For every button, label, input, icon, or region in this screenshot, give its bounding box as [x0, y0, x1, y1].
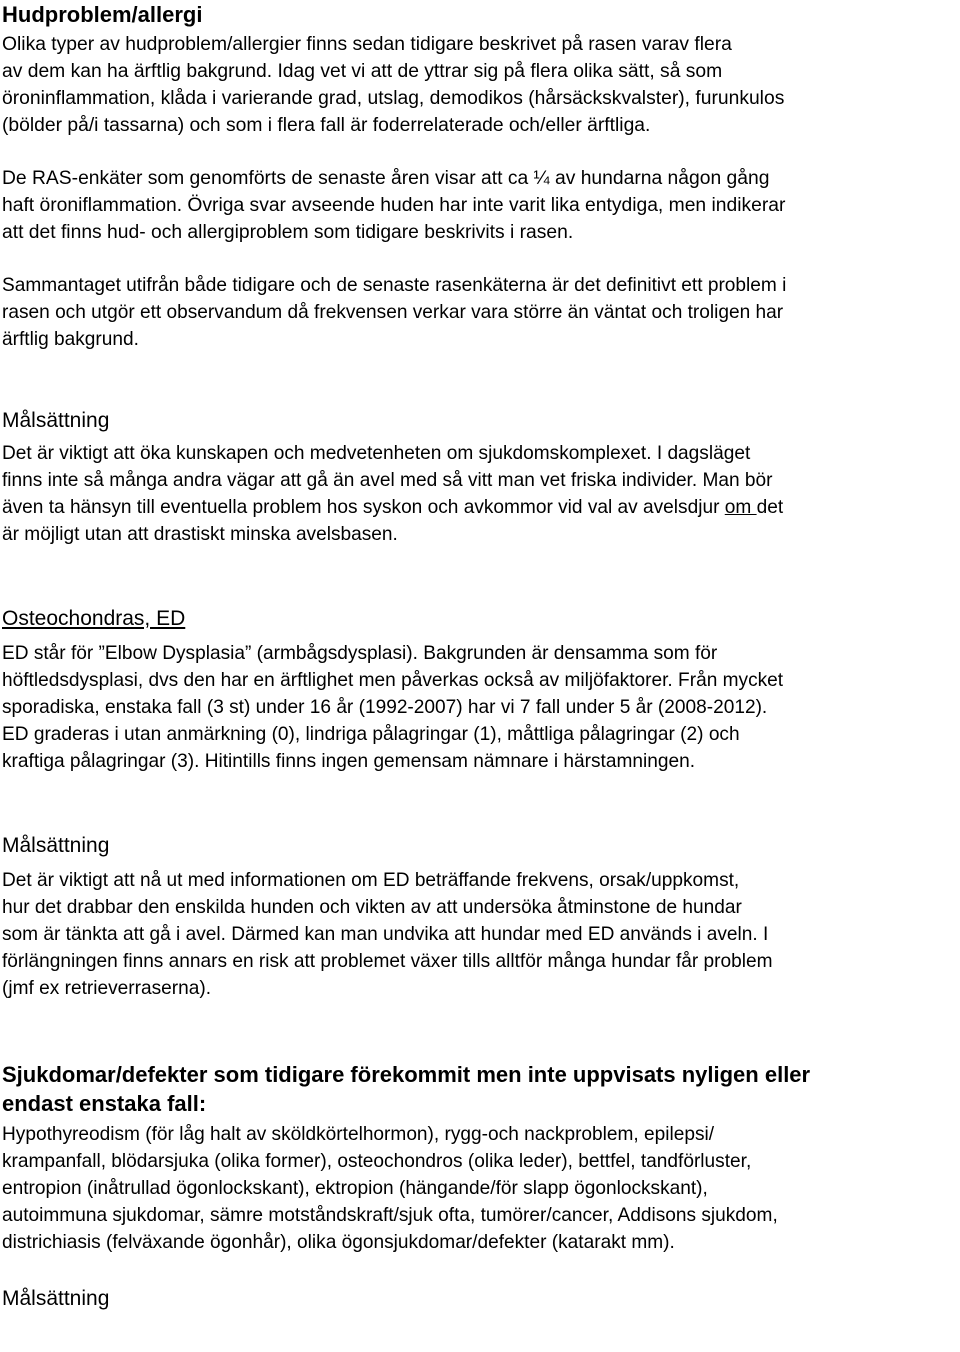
underlined-word-om: om [724, 497, 757, 518]
paragraph-hud-goal-part2: det är möjligt utan att drastiskt minska avelsbasen. [2, 497, 784, 545]
paragraph-hud-summary: Sammantaget utifrån både tidigare och de senaste rasenkäterna är det definitivt ett problem i rasen och utgör ett observandum då frekvensen verkar vara större än väntat och troligen har ärftlig bakgrund. [2, 275, 787, 350]
paragraph-ed-description: ED står för ”Elbow Dysplasia” (armbågsdysplasi). Bakgrunden är densamma som för höftledsdysplasi, dvs den har en ärftlighet men påverkas också av miljöfaktorer. Från mycket sporadiska, enstaka fall (3 st) under 16 år (1992-2007) har vi 7 fall under 5 år (2008-2012). ED graderas i utan anmärkning (0), lindriga pålagringar (1), måttliga pålagringar (2) och kraftiga pålagringar (3). Hitintills finns ingen gemensam nämnare i härstamningen. [2, 643, 784, 772]
subheading-malsattning-ed: Målsättning [2, 834, 110, 857]
section-heading-sjukdomar: Sjukdomar/defekter som tidigare förekommit men inte uppvisats nyligen eller endast enstaka fall: [2, 1062, 811, 1116]
paragraph-hud-goal-part1: Det är viktigt att öka kunskapen och medvetenheten om sjukdomskomplexet. I dagsläget finns inte så många andra vägar att gå än avel med så vitt man vet friska individer. Man bör även ta hänsyn till eventuella problem hos syskon och avkommor vid val av avelsdjur [2, 443, 773, 518]
paragraph-hud-survey: De RAS-enkäter som genomförts de senaste åren visar att ca ¼ av hundarna någon gång haft öroniflammation. Övriga svar avseende huden har inte varit lika entydiga, men indikerar att det finns hud- och allergiproblem som tidigare beskrivits i rasen. [2, 168, 786, 243]
paragraph-other-diseases: Hypothyreodism (för låg halt av sköldkörtelhormon), rygg-och nackproblem, epilepsi/ krampanfall, blödarsjuka (olika former), osteochondros (olika leder), bettfel, tandförluster, entropion (inåtrullad ögonlockskant), ektropion (hängande/för slapp ögonlockskant), autoimmuna sjukdomar, sämre motståndskraft/sjuk ofta, tumörer/cancer, Addisons sjukdom, districhiasis (felväxande ögonhår), olika ögonsjukdomar/defekter (katarakt mm). [2, 1124, 778, 1253]
section-heading-osteochondras: Osteochondras, ED [2, 607, 186, 630]
section-heading-hudproblem: Hudproblem/allergi [2, 2, 203, 27]
paragraph-ed-goal: Det är viktigt att nå ut med informationen om ED beträffande frekvens, orsak/uppkomst, hur det drabbar den enskilda hunden och vikten av att undersöka åtminstone de hundar som är tänkta att gå i avel. Därmed kan man undvika att hundar med ED används i aveln. I förlängningen finns annars en risk att problemet växer tills alltför många hundar får problem (jmf ex retrieverraserna). [2, 870, 773, 999]
paragraph-hud-goal [2, 440, 960, 548]
subheading-malsattning-other: Målsättning [2, 1287, 110, 1310]
paragraph-hud-intro: Olika typer av hudproblem/allergier finns sedan tidigare beskrivet på rasen varav flera av dem kan ha ärftlig bakgrund. Idag vet vi att de yttrar sig på flera olika sätt, så som öroninflammation, klåda i varierande grad, utslag, demodikos (hårsäckskvalster), furunkulos (bölder på/i tassarna) och som i flera fall är foderrelaterade och/eller ärftliga. [2, 34, 785, 136]
subheading-malsattning-hud: Målsättning [2, 409, 110, 432]
